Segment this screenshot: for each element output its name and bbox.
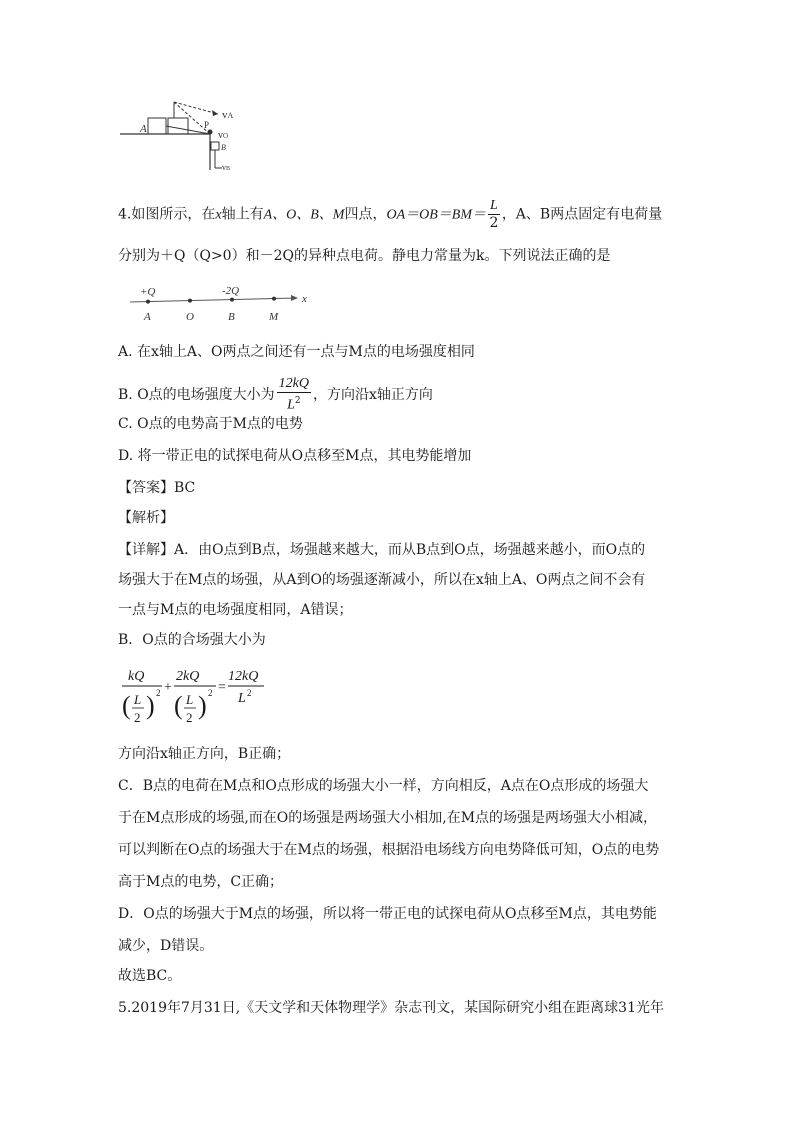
svg-text:kQ: kQ: [128, 669, 145, 684]
answer: 【答案】BC: [118, 480, 196, 496]
label-a: A: [140, 123, 147, 135]
pulley-figure: [118, 92, 248, 172]
svg-text:=: =: [218, 680, 226, 695]
q4-line-2: 分别为＋Q（Q>0）和－2Q的异种点电荷。静电力常量为k。下列说法正确的是: [118, 248, 611, 264]
charge-b: -2Q: [222, 285, 240, 297]
svg-text:12kQ: 12kQ: [228, 669, 259, 684]
detail-line-6: C．B点的电荷在M点和O点形成的场强大小一样，方向相反，A点在O点形成的场强大: [118, 778, 649, 794]
option-d: D. 将一带正电的试探电荷从O点移至M点，其电势能增加: [118, 448, 472, 464]
svg-text:2: 2: [186, 710, 193, 725]
label-v0: vO: [218, 130, 229, 141]
svg-text:L: L: [238, 691, 246, 706]
detail-line-1: 【详解】A．由O点到B点，场强越来越大，而从B点到O点，场强越来越小，而O点的: [118, 542, 646, 558]
svg-text:2: 2: [247, 688, 252, 698]
svg-text:2: 2: [208, 688, 213, 698]
svg-text:2: 2: [156, 688, 161, 698]
option-b: B. O点的电场强度大小为 $\frac{12kQ}{L^2}$ ，方向沿x轴正方向: [118, 376, 433, 413]
detail-line-10: D．O点的场强大于M点的场强，所以将一带正电的试探电荷从O点移至M点，其电势能: [118, 906, 657, 922]
axis-label: x: [302, 293, 307, 305]
svg-text:+: +: [164, 680, 172, 695]
svg-text:): ): [146, 691, 155, 720]
axis-figure: [126, 284, 316, 324]
charge-a: +Q: [140, 286, 156, 298]
label-va: vA: [222, 109, 234, 121]
svg-text:2: 2: [134, 710, 141, 725]
svg-text:): ): [198, 691, 207, 720]
svg-text:2kQ: 2kQ: [176, 669, 200, 684]
detail-line-5: 方向沿x轴正方向，B正确；: [118, 746, 291, 762]
point-b: B: [228, 311, 235, 323]
svg-text:L: L: [186, 692, 194, 707]
label-vb: vB: [222, 163, 231, 172]
label-b: B: [221, 143, 226, 152]
detail-line-7: 于在M点形成的场强,而在O的场强是两场强大小相加,在M点的场强是两场强大小相减，: [118, 810, 658, 826]
equation: [118, 664, 288, 739]
analysis-label: 【解析】: [118, 510, 174, 526]
point-a: A: [144, 311, 151, 323]
point-m: M: [269, 311, 279, 323]
detail-line-12: 故选BC。: [118, 968, 182, 984]
q4-fraction: $\frac{L}{2}$: [489, 198, 499, 231]
detail-line-2: 场强大于在M点的场强，从A到O的场强逐渐减小，所以在x轴上A、O两点之间不会有: [118, 572, 646, 588]
detail-line-3: 一点与M点的电场强度相同，A错误；: [118, 602, 353, 618]
option-c: C. O点的电势高于M点的电势: [118, 416, 303, 432]
point-o: O: [186, 311, 194, 323]
q5-line: 5.2019年7月31日,《天文学和天体物理学》杂志刊文，某国际研究小组在距离球31光年: [118, 1000, 664, 1016]
detail-line-8: 可以判断在O点的场强大于在M点的场强，根据沿电场线方向电势降低可知，O点的电势: [118, 842, 660, 858]
option-a: A. 在x轴上A、O两点之间还有一点与M点的电场强度相同: [118, 344, 475, 360]
q4-line-1: 4.如图所示，在x轴上有A、O、B、M四点，OA＝OB＝BM＝ $\frac{L}{2}$ ，A、B两点固定有电荷量: [118, 198, 663, 231]
svg-text:(: (: [174, 691, 183, 720]
svg-text:L: L: [134, 692, 142, 707]
detail-line-4: B．O点的合场强大小为: [118, 632, 266, 648]
detail-line-9: 高于M点的电势，C正确；: [118, 874, 284, 890]
label-p: P: [204, 120, 210, 130]
detail-line-11: 减少，D错误。: [118, 938, 214, 954]
svg-text:(: (: [122, 691, 131, 720]
